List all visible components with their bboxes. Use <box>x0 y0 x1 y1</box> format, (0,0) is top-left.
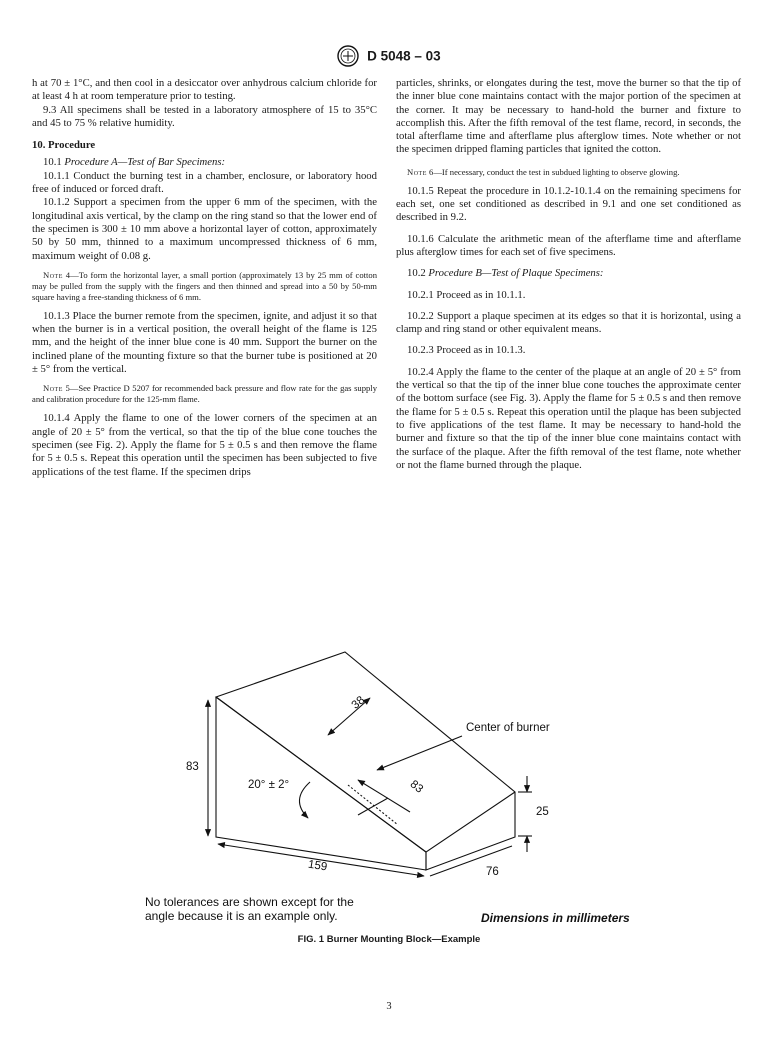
document-code: D 5048 – 03 <box>367 48 441 64</box>
paragraph: 10.1.1 Conduct the burning test in a chamber, enclosure, or laboratory hood free of induced or forced draft. <box>32 169 377 196</box>
paragraph: 9.3 All specimens shall be tested in a laboratory atmosphere of 15 to 35°C and 45 to 75 % relative humidity. <box>32 103 377 129</box>
note-label: Note <box>407 166 427 177</box>
block-outline <box>216 652 515 870</box>
paragraph <box>396 267 741 280</box>
angle-label: 20° ± 2° <box>248 779 290 791</box>
figure-burner-block <box>130 640 650 955</box>
paragraph: 10.1.6 Calculate the arithmetic mean of the afterflame time and afterflame plus afterglow times for each set of five specimens. <box>396 232 741 258</box>
note <box>32 383 377 405</box>
paragraph: 10.2.1 Proceed as in 10.1.1. <box>407 288 526 301</box>
tolerance-note-line-2: angle because it is an example only. <box>145 909 338 923</box>
block-bottom-edge <box>426 792 515 870</box>
paragraph <box>32 156 377 169</box>
right-column <box>396 77 741 472</box>
clause-title: Procedure B—Test of Plaque Specimens: <box>428 267 604 280</box>
note-label: Note <box>43 269 63 280</box>
note <box>396 167 741 178</box>
block-edge <box>216 697 426 852</box>
paragraph: 10.2.3 Proceed as in 10.1.3. <box>407 344 526 357</box>
dimension-76-label: 76 <box>486 866 499 878</box>
dimension-38-label: 38 <box>349 694 368 712</box>
units-note: Dimensions in millimeters <box>481 911 630 925</box>
dimension-159-label: 159 <box>307 858 329 874</box>
tolerance-note-line-1: No tolerances are shown except for the <box>145 895 354 909</box>
paragraph: 10.1.4 Apply the flame to one of the lower corners of the specimen at an angle of 20 ± 5° from the vertical, so that the tip of the blue cone touches the specimen (see Fig. 2). Apply the flame for 5 ± 0.5 s and then remove the flame for 5 ± 0.5 s. Repeat this operation until the specimen has been subjected to five applications of the test flame. If the specimen drips <box>32 412 377 478</box>
figure-caption: FIG. 1 Burner Mounting Block—Example <box>297 934 481 945</box>
note <box>32 270 377 303</box>
paragraph: h at 70 ± 1°C, and then cool in a desiccator over anhydrous calcium chloride for at least 4 h at room temperature prior to testing. <box>32 77 377 103</box>
dimension-83-diagonal-label: 83 <box>407 778 426 796</box>
clause-title: Procedure A—Test of Bar Specimens: <box>64 156 226 169</box>
paragraph: 10.1.5 Repeat the procedure in 10.1.2-10.1.4 on the remaining specimens for each set, one set conditioned as described in 9.1 and one set conditioned as described in 9.2. <box>396 184 741 224</box>
dimension-83-label: 83 <box>186 761 199 773</box>
paragraph: 10.1.3 Place the burner remote from the specimen, ignite, and adjust it so that when the burner is in a vertical position, the overall height of the flame is 125 mm, and the height of the inner blue cone is 40 mm. Support the burner on the inclined plane of the mounting fixture so that the burner tube is positioned at 20 ± 5° from the vertical. <box>32 309 377 376</box>
paragraph: 10.2.4 Apply the flame to the center of the plaque at an angle of 20 ± 5° from the vertical so that the tip of the inner blue cone touches the approximate center of the bottom surface (see Fig. 3). Apply the flame for 5 ± 0.5 s and then remove the flame for 5 ± 0.5 s. Repeat this operation until the plaque has been subjected to five applications of the test flame. It may be necessary to hand-hold the burner and fixture so that the tip of the inner blue cone maintains contact with the surface of the plaque. After the fifth removal of the test flame, note whether or not the flame burned through the plaque. <box>396 365 741 471</box>
clause-number: 10.1 <box>43 156 62 169</box>
paragraph: 10.2.2 Support a plaque specimen at its edges so that it is horizontal, using a clamp and ring stand or other equivalent means. <box>396 309 741 336</box>
page-number: 3 <box>386 1001 392 1012</box>
astm-logo-icon <box>337 45 359 67</box>
dimension-25-label: 25 <box>536 806 549 818</box>
note-text: 6—If necessary, conduct the test in subdued lighting to observe glowing. <box>429 166 680 177</box>
page-header <box>0 45 778 67</box>
paragraph: particles, shrinks, or elongates during the test, move the burner so that the tip of the inner blue cone maintains contact with the major portion of the specimen at the corner. It may be necessary to hand-hold the burner and fixture to accomplish this. After the fifth removal of the test flame, record, in seconds, the total afterflame time and afterflame plus afterglow times. Note whether or not the specimen dripped flaming particles that ignited the cotton. <box>396 77 741 156</box>
clause-number: 10.2 <box>407 267 426 280</box>
center-of-burner-label: Center of burner <box>466 722 550 734</box>
note-label: Note <box>43 383 63 394</box>
note-text: 5—See Practice D 5207 for recommended back pressure and flow rate for the gas supply and calibration procedure for the 125-mm flame. <box>32 383 377 405</box>
paragraph: 10.1.2 Support a specimen from the upper 6 mm of the specimen, with the longitudinal axis vertical, by the clamp on the ring stand so that the lower end of the specimen is 300 ± 10 mm above a horizontal layer of cotton, approximately 50 by 50 mm, thinned to a maximum uncompressed thickness of 6 mm, maximum weight of 0.08 g. <box>32 196 377 262</box>
left-column <box>32 77 377 479</box>
note-text: 4—To form the horizontal layer, a small portion (approximately 13 by 25 mm of cotton may be pulled from the supply with the fingers and then thinned and spread into a 50 by 50-mm square having a free-standing thickness of 6 mm. <box>32 269 377 302</box>
section-heading: 10. Procedure <box>32 139 96 152</box>
